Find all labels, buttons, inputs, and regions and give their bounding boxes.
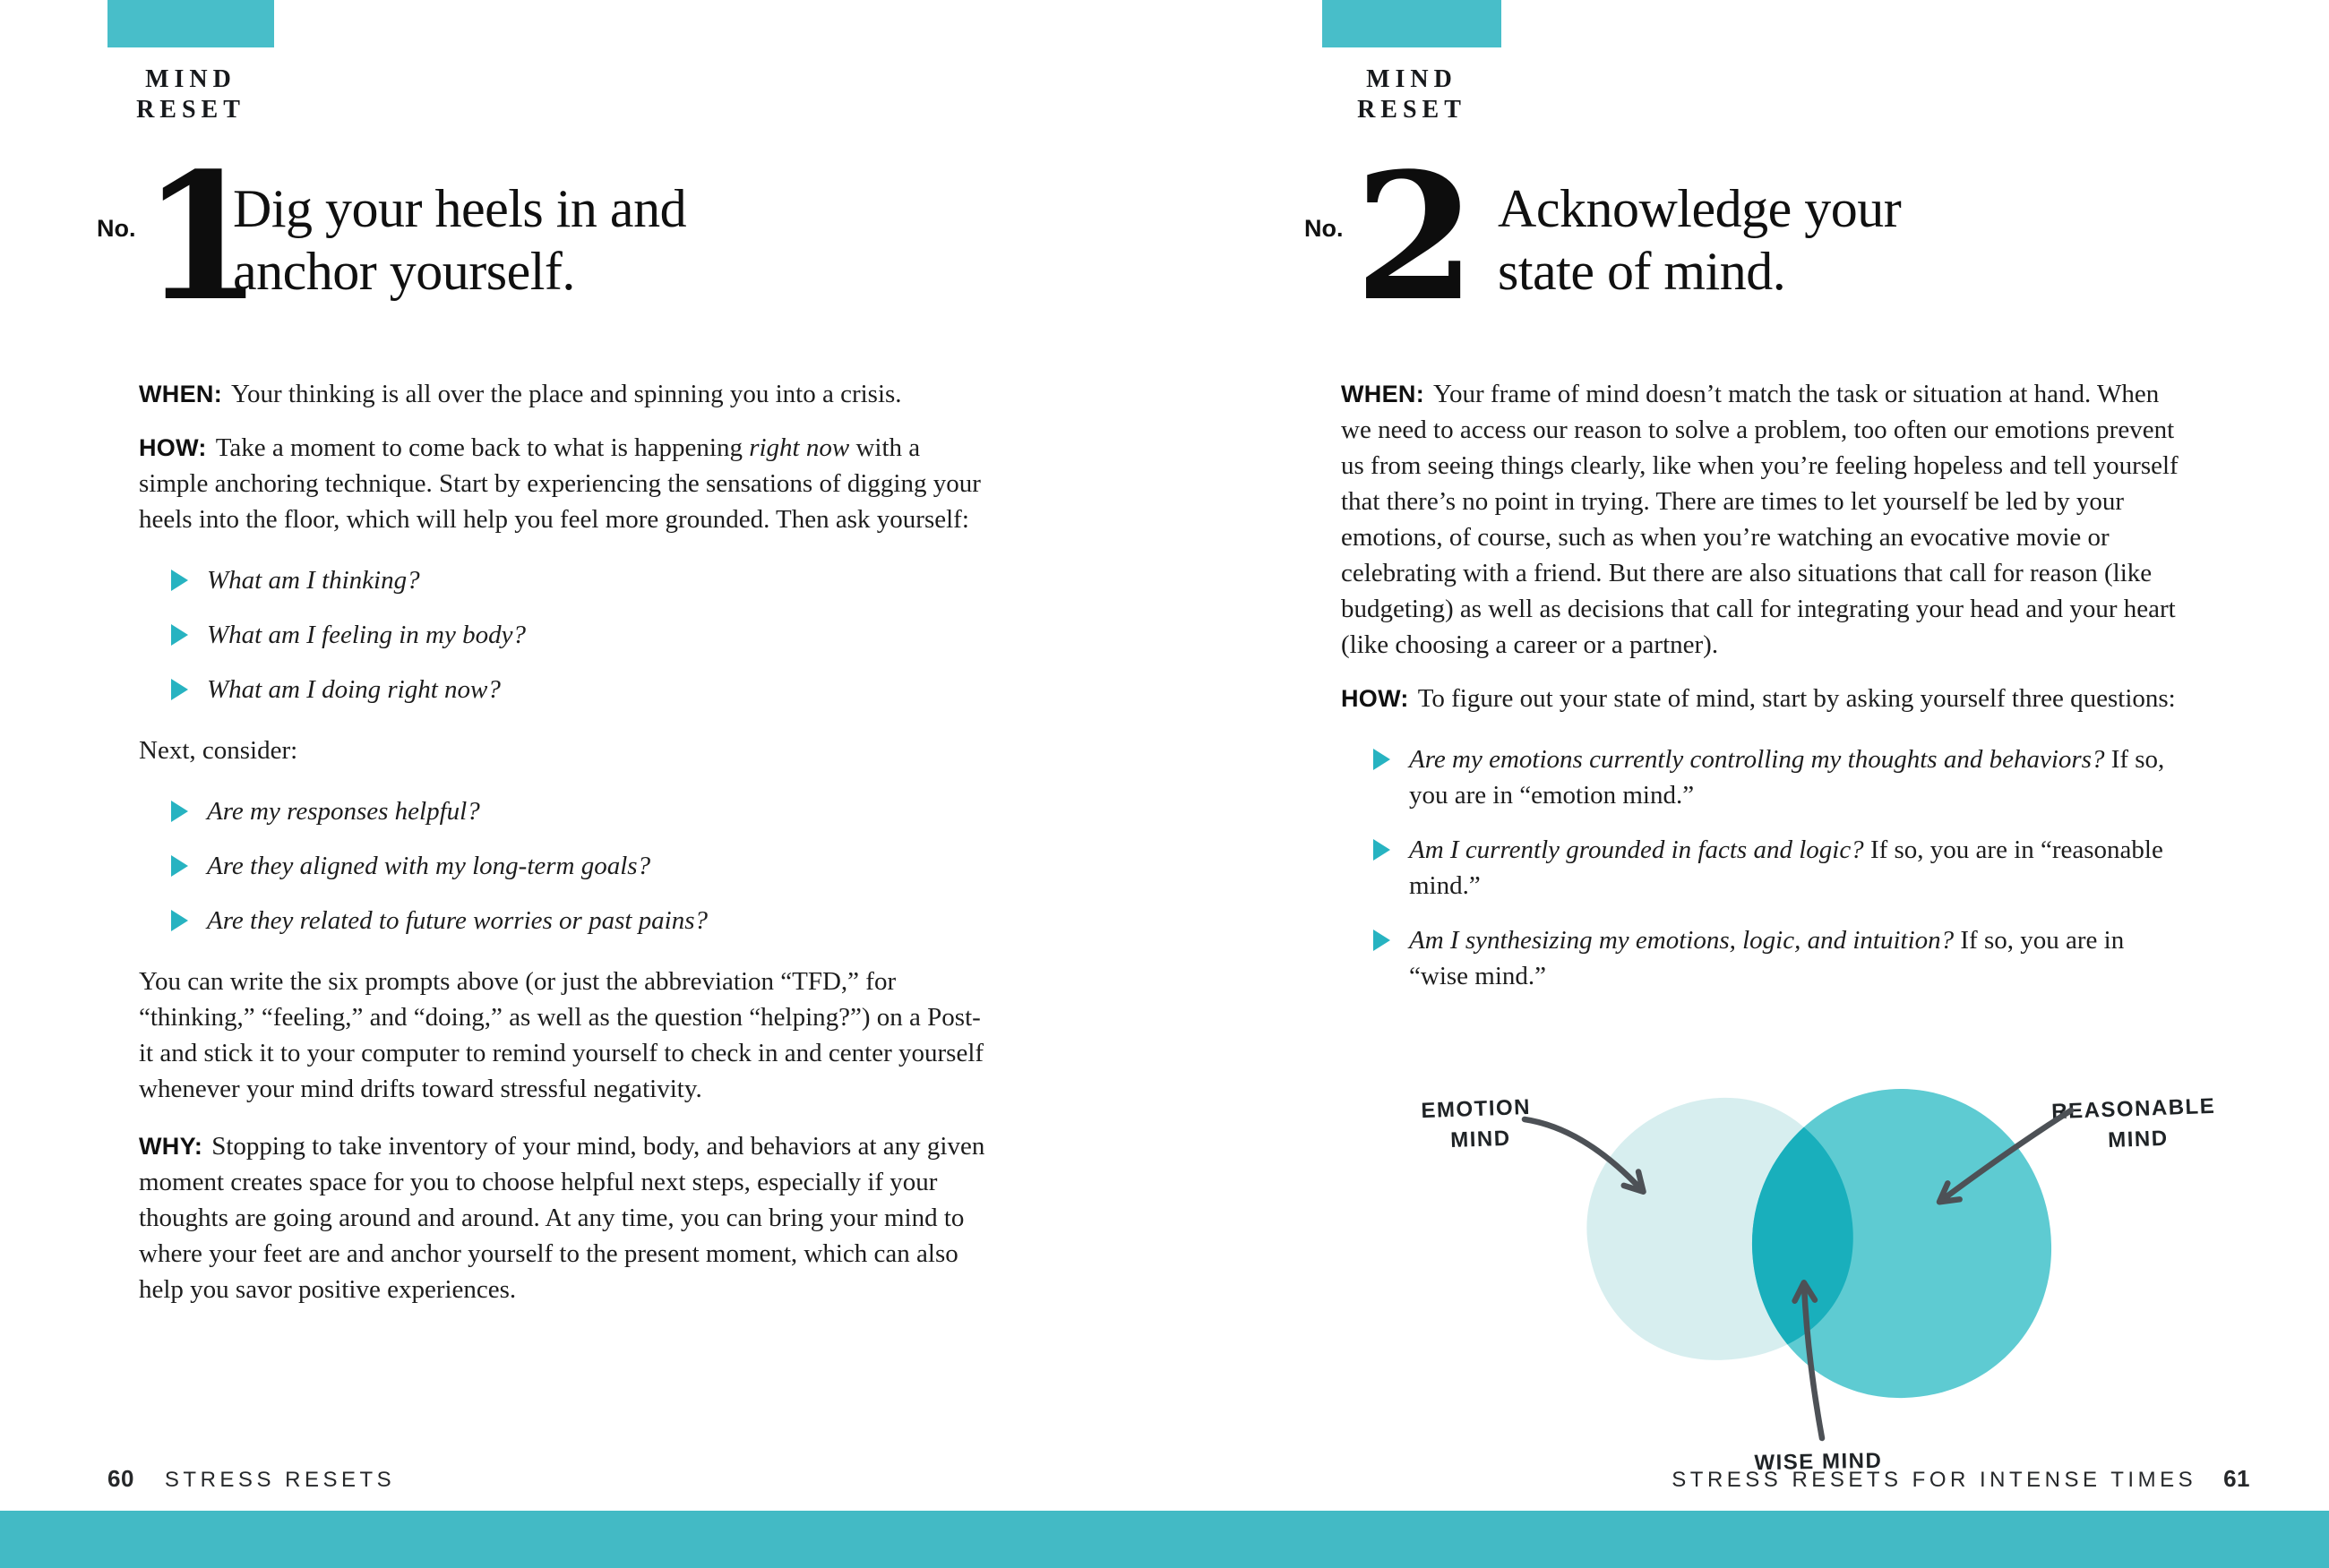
number-prefix: No.	[97, 215, 136, 242]
list-item	[171, 617, 990, 653]
reset-title	[233, 177, 1039, 303]
bullet-list-minds	[1341, 741, 2183, 994]
bullet-question: What am I doing right now?	[207, 675, 501, 704]
body-column	[139, 376, 990, 1329]
bullet-question: Am I synthesizing my emotions, logic, and intuition?	[1409, 926, 1955, 955]
page-number: 60	[107, 1465, 134, 1492]
triangle-bullet-icon	[171, 624, 188, 646]
when-paragraph	[139, 376, 990, 412]
reset-title	[1498, 177, 2304, 303]
venn-diagram	[1379, 1073, 2275, 1476]
chapter-tab	[107, 0, 274, 47]
why-paragraph	[139, 1128, 990, 1307]
how-paragraph	[1341, 681, 2183, 716]
triangle-bullet-icon	[1373, 839, 1390, 861]
eyebrow-line: MIND	[1366, 65, 1457, 93]
bullet-question: What am I thinking?	[207, 566, 420, 595]
section-eyebrow	[1317, 64, 1507, 125]
bullet-answer: If so, you are in “reasonable mind.”	[1409, 835, 2163, 900]
when-text: Your frame of mind doesn’t match the task or situation at hand. When we need to access our reason to solve a problem, too often our emotions prevent us from seeing things clearly, like when you’re feeling hopeless and tell yourself that there’s no point in trying. There are times to let yourself be led by your emotions, of course, such as when you’re watching an evocative movie or celebrating with a friend. But there are also situations that call for reason (like budgeting) as well as decisions that call for integrating your head and your heart (like choosing a career or a partner).	[1341, 380, 2179, 659]
interlude-text: Next, consider:	[139, 736, 298, 765]
svg-text:EMOTION: EMOTION	[1421, 1094, 1532, 1124]
svg-text:MIND: MIND	[2107, 1126, 2170, 1153]
list-item	[1373, 922, 2183, 994]
why-text: Stopping to take inventory of your mind, body, and behaviors at any given moment creates space for you to choose helpful next steps, especially if your thoughts are going around and around. At any time, you can bring your mind to where your feet are and anchor yourself to the present moment, which can also help you savor positive experiences.	[139, 1132, 985, 1304]
how-text: To figure out your state of mind, start by asking yourself three questions:	[1417, 684, 2176, 713]
page-footer	[107, 1465, 395, 1493]
eyebrow-line: RESET	[1357, 96, 1466, 124]
bullet-question: Are my emotions currently controlling my thoughts and behaviors?	[1409, 745, 2105, 774]
triangle-bullet-icon	[171, 855, 188, 877]
how-paragraph	[139, 430, 990, 537]
tfd-paragraph: You can write the six prompts above (or just the abbreviation “TFD,” for “thinking,” “feeling,” and “doing,” as well as the question “helping?”) on a Post-it and stick it to your computer to remind yourself to check in and center yourself whenever your mind drifts toward stressful negativity.	[139, 967, 984, 1103]
list-item	[171, 562, 990, 598]
triangle-bullet-icon	[171, 570, 188, 591]
title-line: state of mind.	[1498, 242, 1786, 301]
number-prefix: No.	[1304, 215, 1344, 242]
list-item	[171, 672, 990, 707]
running-head: STRESS RESETS	[164, 1468, 396, 1492]
how-text-pre: Take a moment to come back to what is happening	[215, 433, 750, 462]
when-label: WHEN:	[1341, 381, 1424, 407]
how-label: HOW:	[139, 434, 207, 461]
list-item	[171, 848, 990, 884]
bullet-list-consider	[139, 793, 990, 938]
list-item	[1373, 832, 2183, 904]
running-head: STRESS RESETS FOR INTENSE TIMES	[1672, 1468, 2197, 1492]
triangle-bullet-icon	[171, 679, 188, 700]
triangle-bullet-icon	[1373, 749, 1390, 770]
svg-text:WISE MIND: WISE MIND	[1754, 1448, 1883, 1476]
chapter-tab	[1322, 0, 1501, 47]
when-label: WHEN:	[139, 381, 222, 407]
section-eyebrow	[102, 64, 279, 125]
how-text-post: with a simple anchoring technique. Start by experiencing the sensations of digging your heels into the floor, which will help you feel more grounded. Then ask yourself:	[139, 433, 981, 534]
body-column	[1341, 376, 2183, 1019]
bullet-question: Are they related to future worries or past pains?	[207, 906, 709, 935]
bullet-question: Am I currently grounded in facts and logic?	[1409, 835, 1864, 864]
title-line: Acknowledge your	[1498, 179, 1902, 238]
reset-number: 2	[1354, 134, 1473, 339]
why-label: WHY:	[139, 1133, 203, 1160]
list-item	[1373, 741, 2183, 813]
list-item	[171, 793, 990, 829]
eyebrow-line: RESET	[136, 96, 245, 124]
reset-number: 1	[142, 134, 260, 339]
page-left	[0, 0, 1164, 1568]
bullet-question: What am I feeling in my body?	[207, 621, 526, 649]
when-paragraph	[1341, 376, 2183, 663]
bullet-item	[1409, 922, 2183, 994]
title-line: Dig your heels in and	[233, 179, 687, 238]
list-item	[171, 903, 990, 938]
how-text-italic: right now	[749, 433, 850, 462]
svg-text:REASONABLE: REASONABLE	[2050, 1093, 2216, 1125]
bullet-list-ask	[139, 562, 990, 707]
when-text: Your thinking is all over the place and spinning you into a crisis.	[230, 380, 902, 408]
venn-svg	[1379, 1073, 2275, 1476]
svg-text:MIND: MIND	[1449, 1126, 1512, 1153]
bullet-item	[1409, 832, 2183, 904]
triangle-bullet-icon	[171, 910, 188, 931]
bullet-answer: If so, you are in “wise mind.”	[1409, 926, 2125, 990]
how-label: HOW:	[1341, 685, 1409, 712]
bullet-question: Are they aligned with my long-term goals?	[207, 852, 651, 880]
triangle-bullet-icon	[1373, 930, 1390, 951]
bottom-color-band	[0, 1511, 2329, 1568]
title-line: anchor yourself.	[233, 242, 575, 301]
emotion-mind-label	[1421, 1095, 1533, 1153]
reasonable-mind-label	[2051, 1094, 2217, 1154]
bullet-question: Are my responses helpful?	[207, 797, 480, 826]
bullet-item	[1409, 741, 2183, 813]
page-number: 61	[2223, 1465, 2250, 1492]
eyebrow-line: MIND	[145, 65, 236, 93]
triangle-bullet-icon	[171, 801, 188, 822]
page-footer	[1672, 1465, 2250, 1493]
bullet-answer: If so, you are in “emotion mind.”	[1409, 745, 2165, 810]
page-right	[1164, 0, 2329, 1568]
